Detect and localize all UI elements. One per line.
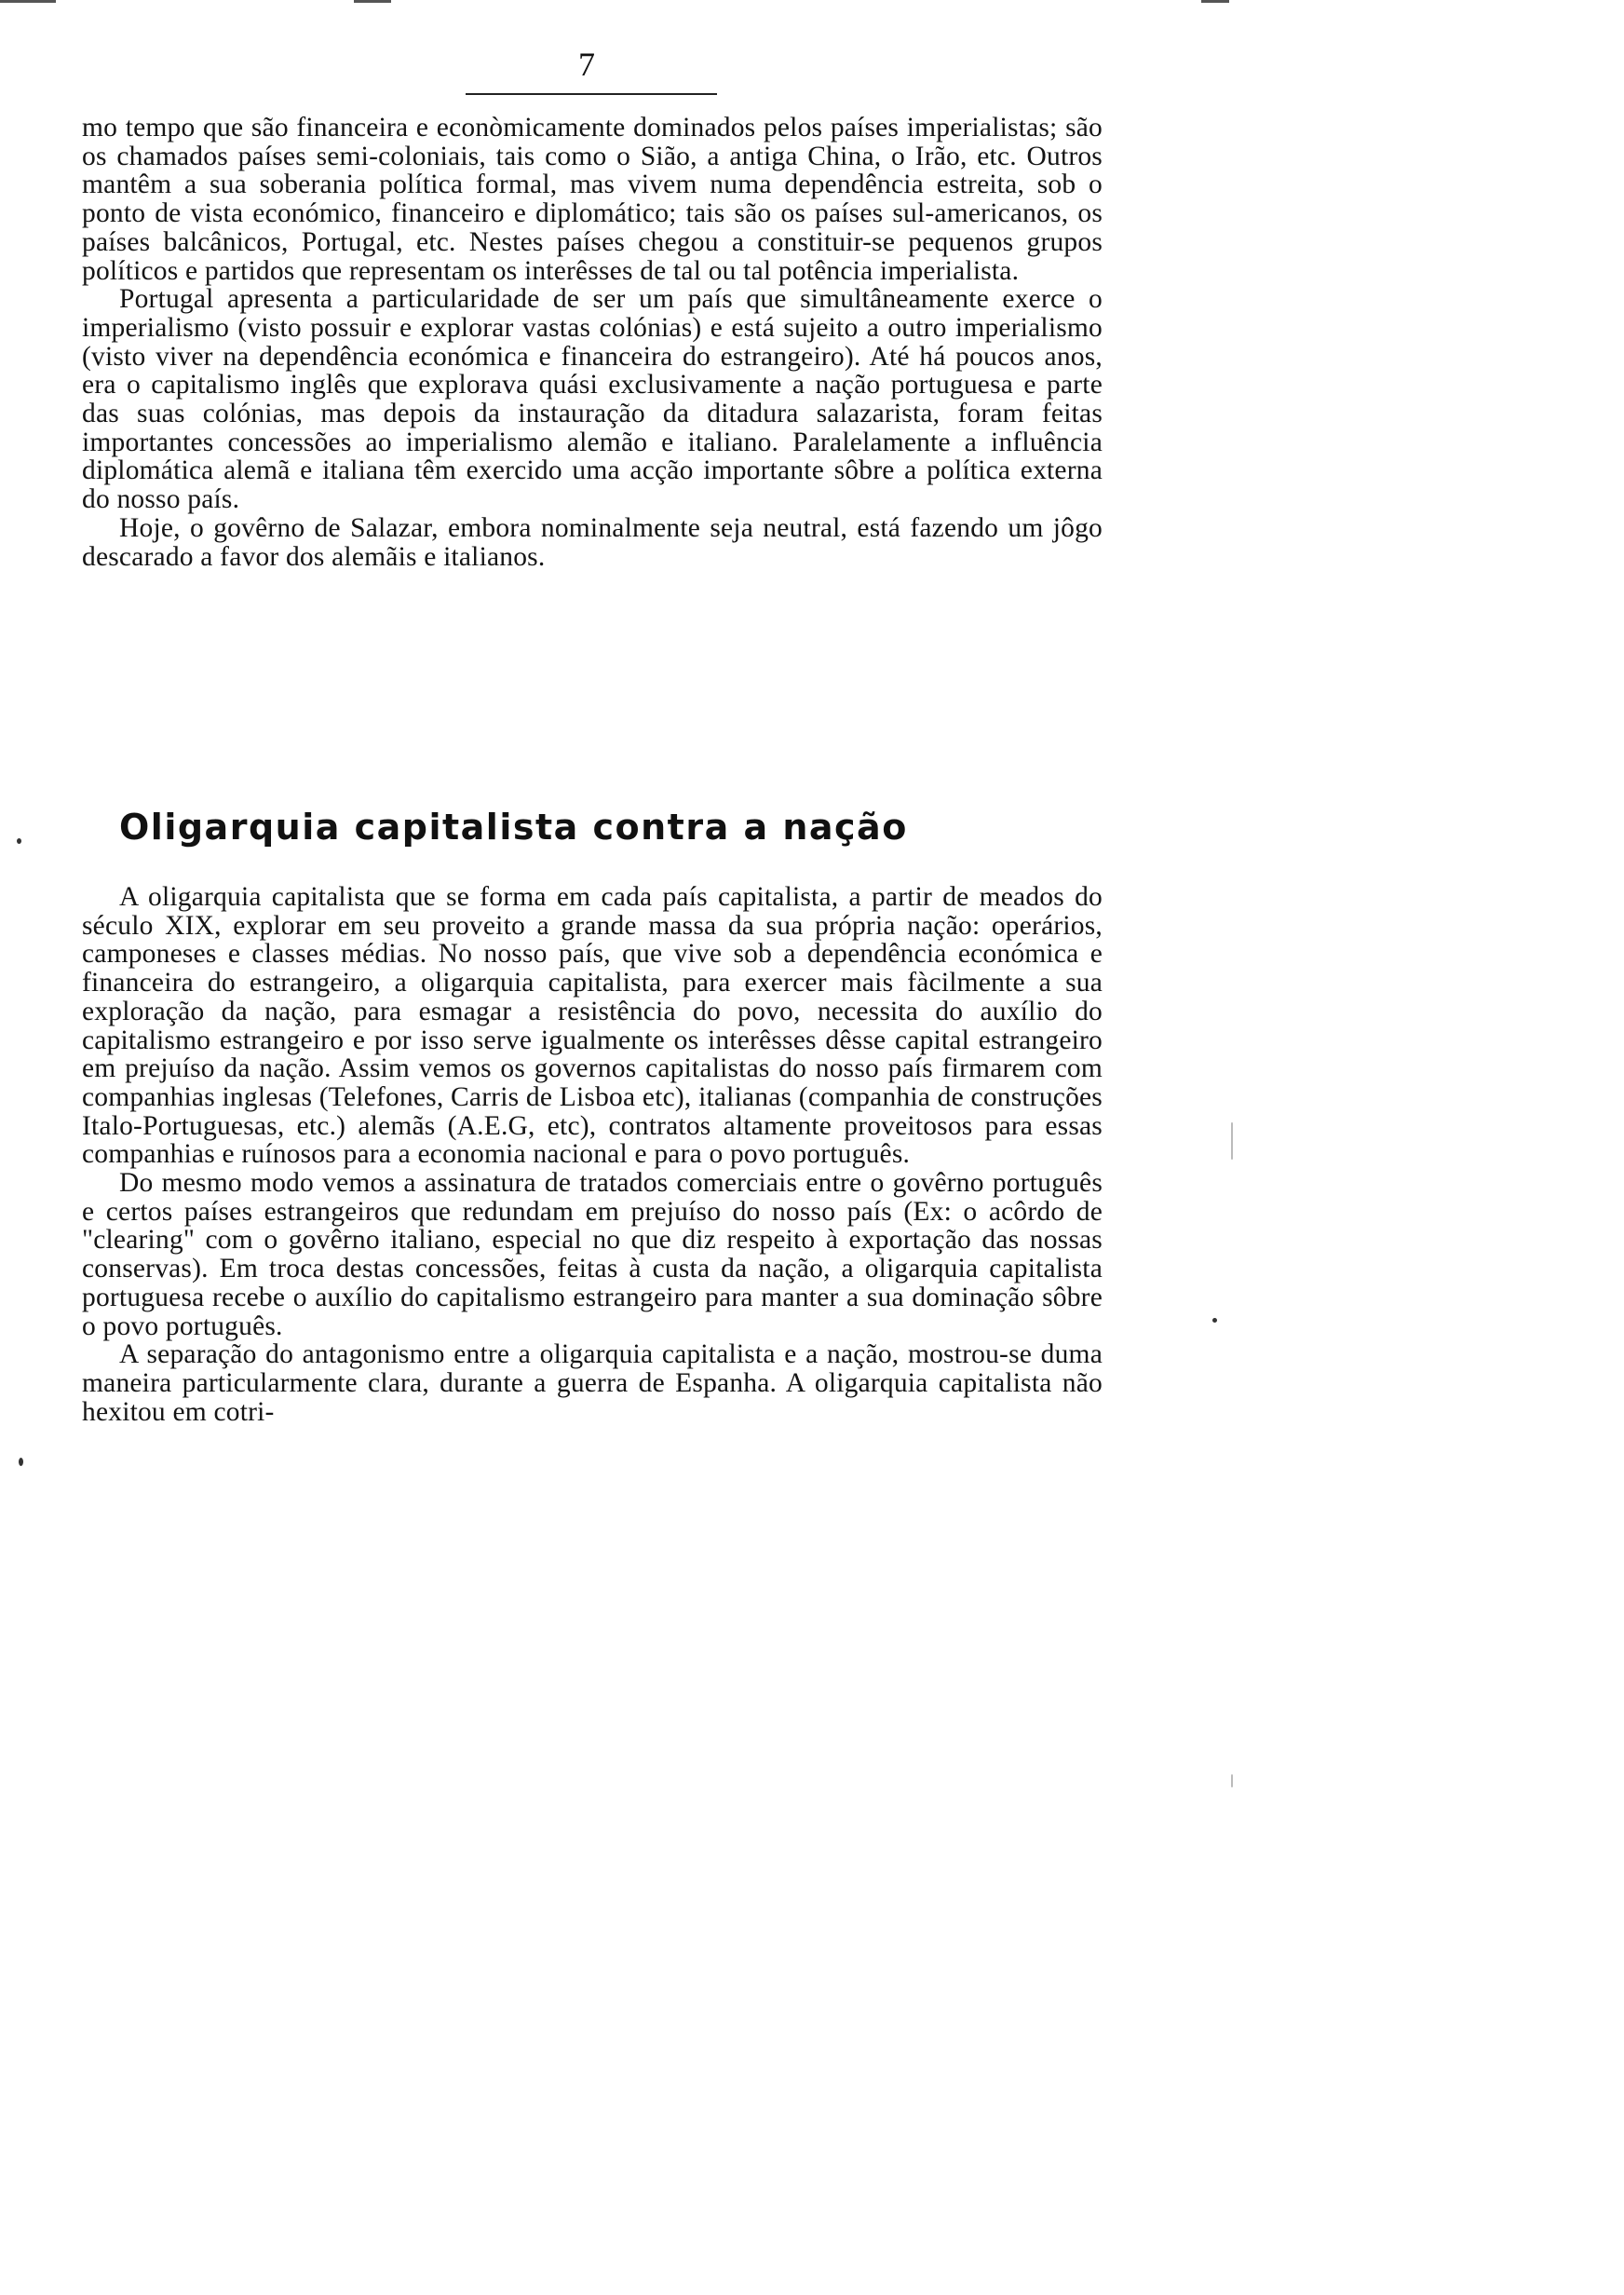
scan-edge-mark xyxy=(1201,0,1229,3)
scan-speck xyxy=(1231,1774,1233,1787)
paragraph: mo tempo que são financeira e econòmicamente dominados pelos países imperialistas; são os chamados países semi-coloniais, tais como o Sião, a antiga China, o Irão, etc. Outros mantêm a sua soberania política formal, mas vivem numa dependência estreita, sob o ponto de vista económico, financeiro e diplomático; tais são os países sul-americanos, os países balcânicos, Portugal, etc. Nestes países chegou a constituir-se pequenos grupos políticos e partidos que representam os interêsses de tal ou tal potência imperialista. xyxy=(82,113,1103,286)
scan-edge-mark xyxy=(0,0,56,3)
section-heading: Oligarquia capitalista contra a nação xyxy=(119,807,908,848)
paragraph: Portugal apresenta a particularidade de ser um país que simultâneamente exerce o imperialismo (visto possuir e explorar vastas colónias) e está sujeito a outro imperialismo (visto viver na dependência económica e financeira do estrangeiro). Até há poucos anos, era o capitalismo inglês que explorava quási exclusivamente a nação portuguesa e parte das suas colónias, mas depois da instauração da ditadura salazarista, foram feitas importantes concessões ao imperialismo alemão e italiano. Paralelamente a influência diplomática alemã e italiana têm exercido uma acção importante sôbre a política externa do nosso país. xyxy=(82,284,1103,515)
scan-speck xyxy=(19,1458,23,1466)
text-block-top xyxy=(82,114,1103,571)
page-number-rule xyxy=(466,93,717,95)
page-number: 7 xyxy=(578,46,595,83)
scan-edge-mark xyxy=(354,0,391,3)
scan-speck xyxy=(1231,1122,1233,1160)
paragraph: Hoje, o govêrno de Salazar, embora nominalmente seja neutral, está fazendo um jôgo descarado a favor dos alemãis e italianos. xyxy=(82,512,1103,572)
scan-speck xyxy=(1212,1318,1217,1323)
paragraph: Do mesmo modo vemos a assinatura de tratados comerciais entre o govêrno português e certos países estrangeiros que redundam em prejuíso do nosso país (Ex: o acôrdo de "clearing" com o govêrno italiano, especial no que diz respeito à exportação das nossas conservas). Em troca destas concessões, feitas à custa da nação, a oligarquia capitalista portuguesa recebe o auxílio do capitalismo estrangeiro para manter a sua dominação sôbre o povo português. xyxy=(82,1168,1103,1341)
paragraph: A oligarquia capitalista que se forma em cada país capitalista, a partir de meados do século XIX, explorar em seu proveito a grande massa da sua própria nação: operários, camponeses e classes médias. No nosso país, que vive sob a dependência económica e financeira do estrangeiro, a oligarquia capitalista, para exercer mais fàcilmente a sua exploração da nação, para esmagar a resistência do povo, necessita do auxílio do capitalismo estrangeiro e por isso serve igualmente os interêsses dêsse capital estrangeiro em prejuíso da nação. Assim vemos os governos capitalistas do nosso país firmarem com companhias inglesas (Telefones, Carris de Lisboa etc), italianas (companhia de construções Italo-Portuguesas, etc.) alemãs (A.E.G, etc), contratos altamente proveitosos para essas companhias e ruínosos para a economia nacional e para o povo português. xyxy=(82,882,1103,1170)
text-block-bottom xyxy=(82,883,1103,1426)
scan-speck xyxy=(17,838,21,844)
paragraph: A separação do antagonismo entre a oligarquia capitalista e a nação, mostrou-se duma maneira particularmente clara, durante a guerra de Espanha. A oligarquia capitalista não hexitou em cotri- xyxy=(82,1339,1103,1427)
